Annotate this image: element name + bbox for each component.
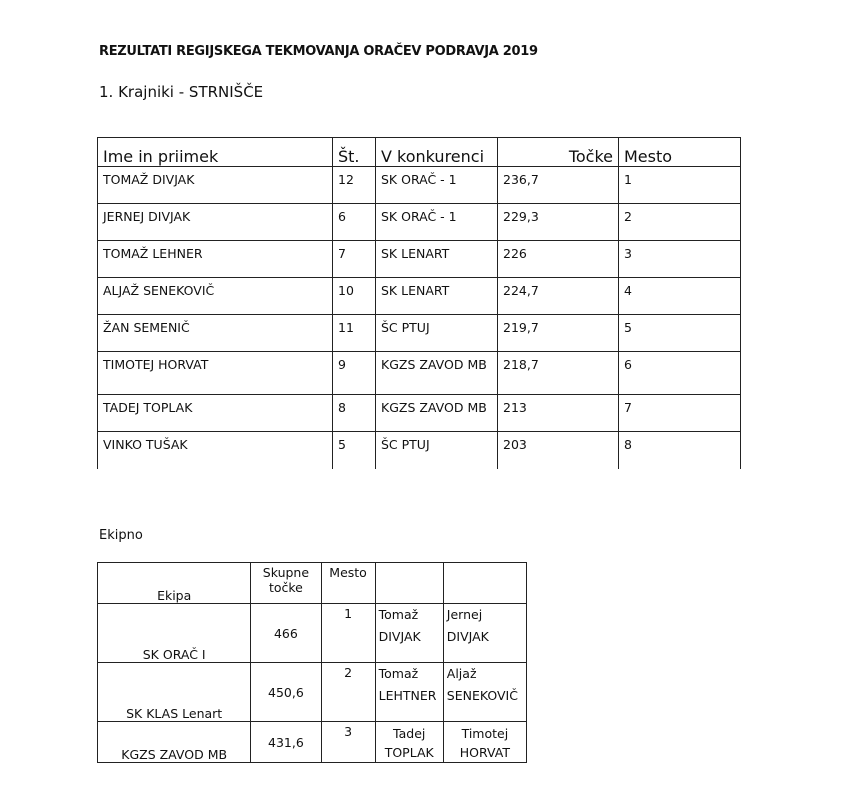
cell-number: 12 [333, 167, 376, 204]
table-row [98, 315, 741, 352]
cell-club: SK ORAČ - 1 [376, 204, 498, 241]
member-last-name: LEHTNER [378, 688, 437, 703]
cell-club: SK LENART [376, 278, 498, 315]
cell-place: 7 [619, 395, 741, 432]
team-row [98, 722, 527, 763]
cell-name: TOMAŽ LEHNER [98, 241, 333, 278]
member-first-name: Tomaž [378, 666, 419, 681]
team-member-1 [375, 722, 443, 763]
cell-number: 8 [333, 395, 376, 432]
cell-place: 8 [619, 432, 741, 469]
header-empty-2 [443, 563, 526, 604]
team-name: SK ORAČ I [98, 604, 251, 663]
section-title: 1. Krajniki - STRNIŠČE [99, 83, 264, 101]
header-number: Št. [333, 138, 376, 167]
team-table [97, 562, 527, 763]
cell-place: 5 [619, 315, 741, 352]
header-total-line1: Skupne [262, 565, 310, 580]
table-row [98, 167, 741, 204]
member-first-name: Aljaž [446, 666, 477, 681]
document-title: REZULTATI REGIJSKEGA TEKMOVANJA ORAČEV PODRAVJA 2019 [99, 44, 538, 59]
cell-points: 236,7 [498, 167, 619, 204]
header-place: Mesto [619, 138, 741, 167]
cell-points: 203 [498, 432, 619, 469]
cell-club: ŠC PTUJ [376, 432, 498, 469]
table-row [98, 352, 741, 395]
cell-club: SK LENART [376, 241, 498, 278]
team-member-2 [443, 604, 526, 663]
team-member-2 [443, 663, 526, 722]
cell-number: 7 [333, 241, 376, 278]
cell-name: TOMAŽ DIVJAK [98, 167, 333, 204]
header-team-label: Ekipa [157, 588, 192, 603]
cell-place: 6 [619, 352, 741, 395]
cell-place: 2 [619, 204, 741, 241]
header-total-line2: točke [268, 580, 303, 595]
cell-number: 9 [333, 352, 376, 395]
member-last-name: DIVJAK [446, 629, 489, 644]
team-header-row [98, 563, 527, 604]
cell-place: 3 [619, 241, 741, 278]
team-total: 450,6 [251, 663, 321, 722]
team-name: KGZS ZAVOD MB [98, 722, 251, 763]
team-name: SK KLAS Lenart [98, 663, 251, 722]
cell-points: 226 [498, 241, 619, 278]
cell-place: 4 [619, 278, 741, 315]
cell-name: ŽAN SEMENIČ [98, 315, 333, 352]
team-member-1 [375, 604, 443, 663]
cell-place: 1 [619, 167, 741, 204]
team-row [98, 663, 527, 722]
team-total: 466 [251, 604, 321, 663]
cell-name: VINKO TUŠAK [98, 432, 333, 469]
member-last-name: DIVJAK [378, 629, 421, 644]
member-last-name: SENEKOVIČ [446, 688, 518, 703]
cell-number: 10 [333, 278, 376, 315]
member-last-name: TOPLAK [384, 745, 434, 760]
member-last-name: HORVAT [459, 745, 510, 760]
team-place: 2 [321, 663, 375, 722]
table-row [98, 278, 741, 315]
team-section-label: Ekipno [99, 528, 143, 543]
cell-club: SK ORAČ - 1 [376, 167, 498, 204]
header-team [98, 563, 251, 604]
cell-number: 5 [333, 432, 376, 469]
header-empty-1 [375, 563, 443, 604]
member-first-name: Tadej [393, 726, 426, 741]
cell-name: JERNEJ DIVJAK [98, 204, 333, 241]
header-team-place [321, 563, 375, 604]
cell-points: 229,3 [498, 204, 619, 241]
table-row [98, 241, 741, 278]
cell-points: 218,7 [498, 352, 619, 395]
results-header-row [98, 138, 741, 167]
team-place: 1 [321, 604, 375, 663]
cell-points: 213 [498, 395, 619, 432]
cell-number: 6 [333, 204, 376, 241]
team-total: 431,6 [251, 722, 321, 763]
cell-club: KGZS ZAVOD MB [376, 352, 498, 395]
cell-club: KGZS ZAVOD MB [376, 395, 498, 432]
cell-name: TADEJ TOPLAK [98, 395, 333, 432]
header-name: Ime in priimek [98, 138, 333, 167]
header-club: V konkurenci [376, 138, 498, 167]
header-total [251, 563, 321, 604]
cell-name: TIMOTEJ HORVAT [98, 352, 333, 395]
member-first-name: Tomaž [378, 607, 419, 622]
table-row [98, 204, 741, 241]
member-first-name: Jernej [446, 607, 483, 622]
results-table [97, 137, 741, 469]
member-first-name: Timotej [461, 726, 509, 741]
team-row [98, 604, 527, 663]
cell-name: ALJAŽ SENEKOVIČ [98, 278, 333, 315]
cell-points: 219,7 [498, 315, 619, 352]
team-member-2 [443, 722, 526, 763]
table-row [98, 395, 741, 432]
cell-club: ŠC PTUJ [376, 315, 498, 352]
cell-points: 224,7 [498, 278, 619, 315]
header-points: Točke [498, 138, 619, 167]
header-team-place-label: Mesto [329, 565, 367, 580]
team-place: 3 [321, 722, 375, 763]
cell-number: 11 [333, 315, 376, 352]
team-member-1 [375, 663, 443, 722]
table-row [98, 432, 741, 469]
